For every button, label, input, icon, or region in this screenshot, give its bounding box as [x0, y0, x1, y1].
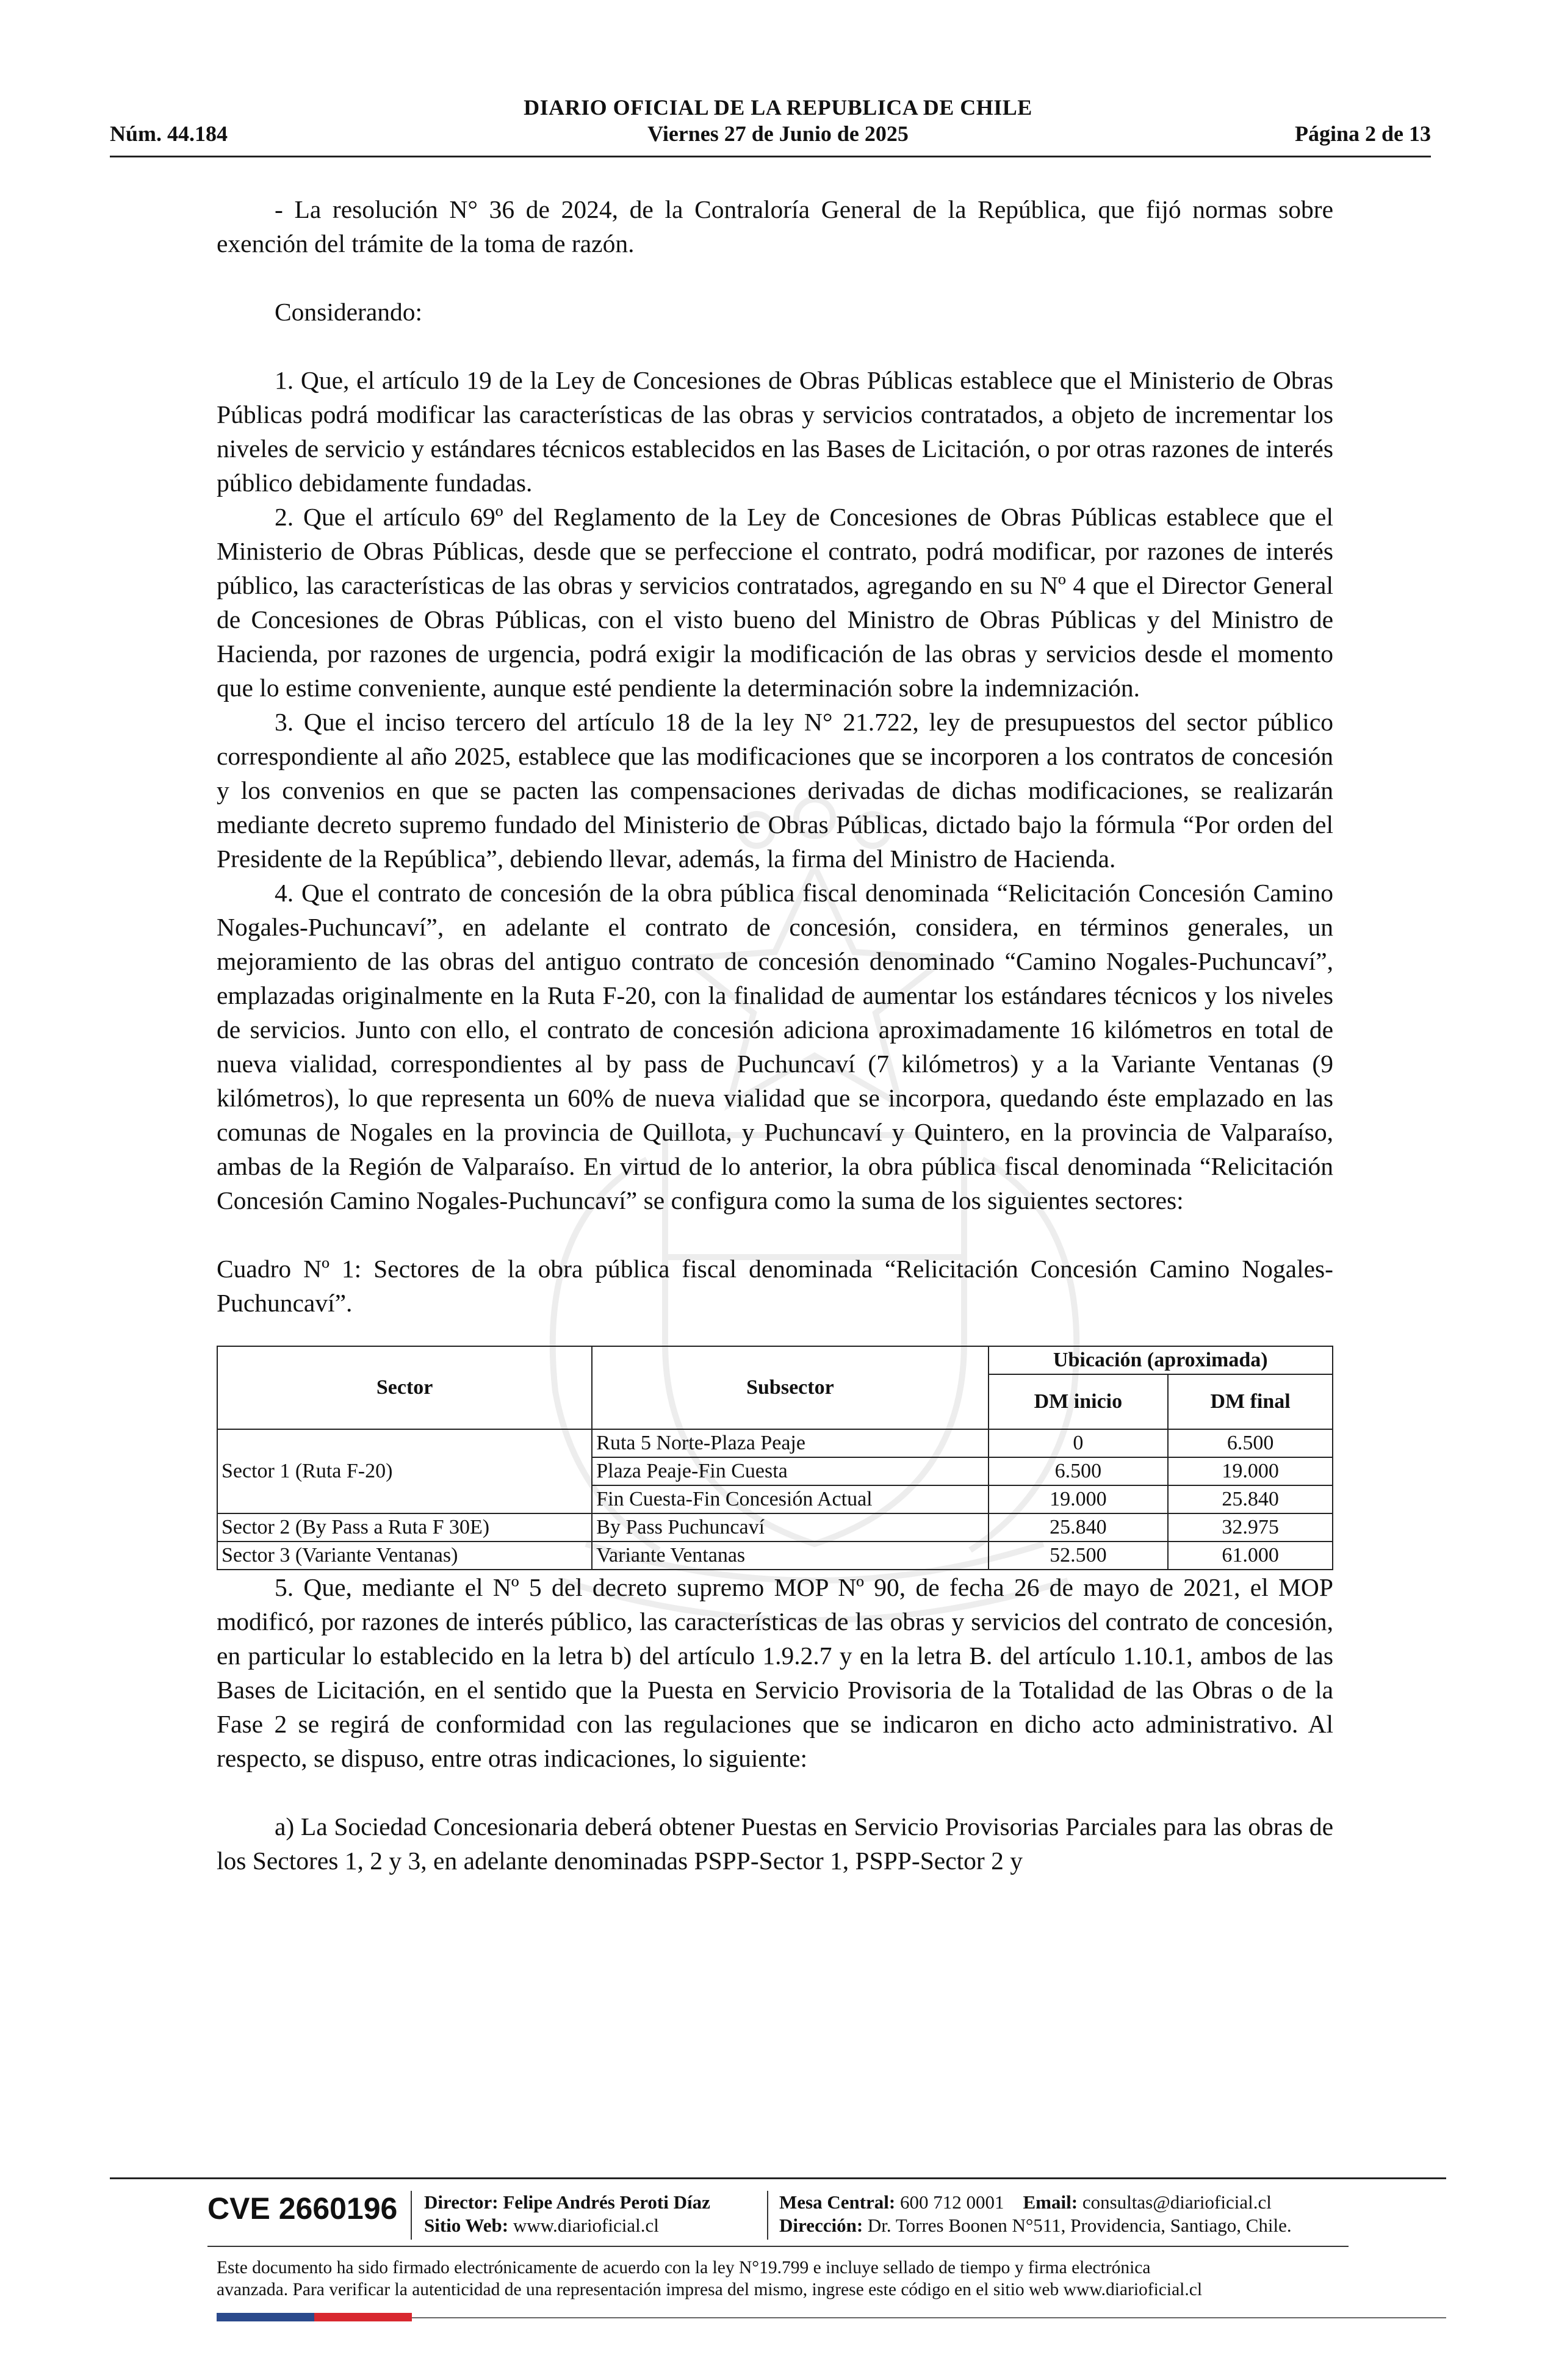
- cell-dm-inicio: 19.000: [989, 1485, 1169, 1513]
- cell-dm-final: 19.000: [1168, 1457, 1333, 1485]
- flag-color-bar: [217, 2313, 412, 2321]
- footer-inner-divider: [207, 2246, 1349, 2247]
- issue-date: Viernes 27 de Junio de 2025: [647, 121, 909, 146]
- table-row: [217, 1513, 1333, 1542]
- footer-director-block: [424, 2191, 710, 2237]
- spacer: [217, 1217, 1333, 1252]
- cell-dm-inicio: 52.500: [989, 1542, 1169, 1570]
- cell-subsector: Fin Cuesta-Fin Concesión Actual: [592, 1485, 988, 1513]
- cell-dm-final: 61.000: [1168, 1542, 1333, 1570]
- table-caption: Cuadro Nº 1: Sectores de la obra pública fiscal denominada “Relicitación Concesión Camino Nogales-Puchuncaví”.: [217, 1255, 1333, 1317]
- flag-bar-blue: [217, 2313, 314, 2321]
- header-dm-final: DM final: [1168, 1374, 1333, 1429]
- website-label: Sitio Web:: [424, 2215, 509, 2236]
- header-subsector: Subsector: [592, 1346, 988, 1429]
- spacer: [217, 261, 1333, 295]
- flag-bar-red: [314, 2313, 412, 2321]
- page-indicator: Página 2 de 13: [1294, 121, 1431, 146]
- cve-code: CVE 2660196: [207, 2191, 398, 2226]
- document-body: [217, 192, 1333, 1878]
- header-divider: [110, 156, 1431, 157]
- cell-dm-inicio: 25.840: [989, 1513, 1169, 1542]
- cell-dm-inicio: 0: [989, 1429, 1169, 1457]
- paragraph-4: 4. Que el contrato de concesión de la obra pública fiscal denominada “Relicitación Concesión Camino Nogales-Puchuncaví”, en adelante el contrato de concesión, considera, en términos generales, un mejoramiento de las obras del antiguo contrato de concesión denominado “Camino Nogales-Puchuncaví”, emplazadas originalmente en la Ruta F-20, con la finalidad de aumentar los estándares técnicos y los niveles de servicios. Junto con ello, el contrato de concesión adiciona aproximadamente 16 kilómetros en total de nueva vialidad, correspondientes al by pass de Puchuncaví (7 kilómetros) y a la Variante Ventanas (9 kilómetros), lo que representa un 60% de nueva vialidad que se incorpora, quedando éste emplazado en las comunas de Nogales en la provincia de Quillota, y Puchuncaví y Quintero, en la provincia de Valparaíso, ambas de la Región de Valparaíso. En virtud de lo anterior, la obra pública fiscal denominada “Relicitación Concesión Camino Nogales-Puchuncaví” se configura como la suma de los siguientes sectores:: [217, 879, 1333, 1214]
- footer-legal-notice: [217, 2257, 1333, 2301]
- paragraph-intro: - La resolución N° 36 de 2024, de la Contraloría General de la República, que fijó normas sobre exención del trámite de la toma de razón.: [217, 195, 1333, 258]
- table-row: [217, 1429, 1333, 1457]
- paragraph-3: 3. Que el inciso tercero del artículo 18 de la ley N° 21.722, ley de presupuestos del sector público correspondiente al año 2025, establece que las modificaciones que se incorporen a los contratos de concesión y los convenios en que se pacten las compensaciones derivadas de dichas modificaciones, se realizarán mediante decreto supremo fundado del Ministerio de Obras Públicas, dictado bajo la fórmula “Por orden del Presidente de la República”, debiendo llevar, además, la firma del Ministro de Hacienda.: [217, 708, 1333, 873]
- cell-dm-inicio: 6.500: [989, 1457, 1169, 1485]
- table-header-row: [217, 1346, 1333, 1374]
- cell-subsector: Ruta 5 Norte-Plaza Peaje: [592, 1429, 988, 1457]
- issue-number: Núm. 44.184: [110, 121, 228, 146]
- paragraph-5: 5. Que, mediante el Nº 5 del decreto supremo MOP Nº 90, de fecha 26 de mayo de 2021, el MOP modificó, por razones de interés público, las características de las obras y servicios del contrato de concesión, en particular lo establecido en la letra b) del artículo 1.9.2.7 y en la letra B. del artículo 1.10.1, ambos de las Bases de Licitación, en el sentido que la Puesta en Servicio Provisoria de la Totalidad de las Obras o de la Fase 2 se regirá de conformidad con las regulaciones que se indicaron en dicho acto administrativo. Al respecto, se dispuso, entre otras indicaciones, lo siguiente:: [217, 1573, 1333, 1772]
- email-link[interactable]: consultas@diarioficial.cl: [1082, 2191, 1272, 2213]
- cell-sector: Sector 2 (By Pass a Ruta F 30E): [217, 1513, 592, 1542]
- sectors-table: [217, 1346, 1333, 1570]
- footer-divider: [110, 2177, 1446, 2179]
- cell-dm-final: 25.840: [1168, 1485, 1333, 1513]
- address-value: Dr. Torres Boonen N°511, Providencia, Santiago, Chile.: [867, 2215, 1292, 2236]
- paragraph-2: 2. Que el artículo 69º del Reglamento de la Ley de Concesiones de Obras Públicas establece que el Ministerio de Obras Públicas, desde que se perfeccione el contrato, podrá modificar, por razones de interés público, las características de las obras y servicios contratados, agregando en su Nº 4 que el Director General de Concesiones de Obras Públicas, con el visto bueno del Ministro de Obras Públicas y del Ministro de Hacienda, por razones de urgencia, podrá exigir la modificación de las obras y servicios desde el momento que lo estime conveniente, aunque esté pendiente la determinación sobre la indemnización.: [217, 503, 1333, 702]
- email-label: Email:: [1023, 2191, 1078, 2213]
- header-sector: Sector: [217, 1346, 592, 1429]
- header-ubicacion: Ubicación (aproximada): [989, 1346, 1333, 1374]
- paragraph-1: 1. Que, el artículo 19 de la Ley de Concesiones de Obras Públicas establece que el Ministerio de Obras Públicas podrá modificar las características de las obras y servicios contratados, a objeto de incrementar los niveles de servicio y estándares técnicos establecidos en las Bases de Licitación, o por otras razones de interés público debidamente fundadas.: [217, 366, 1333, 497]
- cell-sector: Sector 3 (Variante Ventanas): [217, 1542, 592, 1570]
- spacer: [217, 329, 1333, 363]
- legal-line-1: Este documento ha sido firmado electrónicamente de acuerdo con la ley N°19.799 e incluye sellado de tiempo y firma electrónica: [217, 2258, 1151, 2277]
- mesa-label: Mesa Central:: [779, 2191, 896, 2213]
- newspaper-title: DIARIO OFICIAL DE LA REPUBLICA DE CHILE: [524, 95, 1032, 120]
- mesa-phone: 600 712 0001: [900, 2191, 1004, 2213]
- table-row: [217, 1542, 1333, 1570]
- cell-dm-final: 6.500: [1168, 1429, 1333, 1457]
- paragraph-a: a) La Sociedad Concesionaria deberá obtener Puestas en Servicio Provisorias Parciales para las obras de los Sectores 1, 2 y 3, en adelante denominadas PSPP-Sector 1, PSPP-Sector 2 y: [217, 1812, 1333, 1875]
- spacer: [217, 1775, 1333, 1809]
- footer-separator: [411, 2191, 412, 2240]
- cell-sector: Sector 1 (Ruta F-20): [217, 1429, 592, 1513]
- footer-contact-block: [779, 2191, 1292, 2237]
- paragraph-considerando: Considerando:: [275, 298, 423, 326]
- header-dm-inicio: DM inicio: [989, 1374, 1169, 1429]
- legal-line-2: avanzada. Para verificar la autenticidad de una representación impresa del mismo, ingrese este código en el sitio web www.diarioficial.cl: [217, 2280, 1203, 2299]
- address-label: Dirección:: [779, 2215, 863, 2236]
- cell-subsector: Variante Ventanas: [592, 1542, 988, 1570]
- website-link[interactable]: www.diarioficial.cl: [513, 2215, 659, 2236]
- cell-subsector: By Pass Puchuncaví: [592, 1513, 988, 1542]
- footer-separator: [767, 2191, 768, 2240]
- director-name: Felipe Andrés Peroti Díaz: [503, 2191, 710, 2213]
- director-label: Director:: [424, 2191, 499, 2213]
- cell-dm-final: 32.975: [1168, 1513, 1333, 1542]
- cell-subsector: Plaza Peaje-Fin Cuesta: [592, 1457, 988, 1485]
